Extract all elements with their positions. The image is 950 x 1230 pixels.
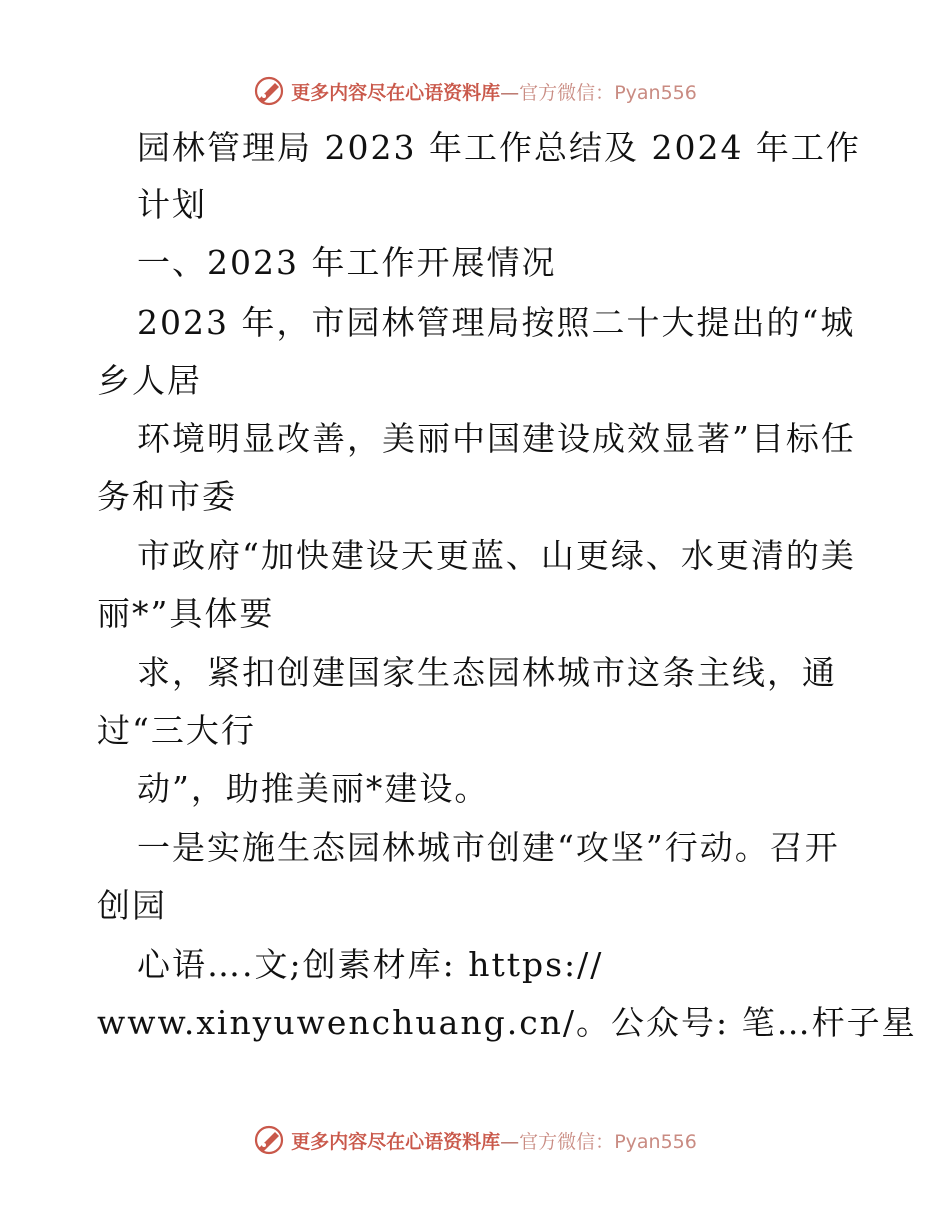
paragraph-line: 创园	[97, 886, 167, 925]
section-heading: 一、2023 年工作开展情况	[137, 243, 557, 282]
paragraph-line: www.xinyuwenchuang.cn/。公众号: 笔…杆子星	[97, 1003, 917, 1042]
paragraph-line: 过“三大行	[97, 711, 256, 750]
paragraph-line: 环境明显改善，美丽中国建设成效显著”目标任	[137, 419, 856, 458]
banner-main-text: 更多内容尽在心语资料库	[291, 81, 501, 104]
banner-dash: —	[500, 1130, 520, 1153]
banner-wechat-id: Pyan556	[614, 1130, 697, 1153]
paragraph-line: 求，紧扣创建国家生态园林城市这条主线，通	[137, 653, 837, 692]
paragraph-line: 市政府“加快建设天更蓝、山更绿、水更清的美	[137, 536, 856, 575]
banner-dash: —	[500, 81, 520, 104]
pen-nib-logo-icon	[253, 75, 285, 107]
banner-main-text: 更多内容尽在心语资料库	[291, 1130, 501, 1153]
header-banner	[0, 71, 950, 111]
paragraph-line: 丽*”具体要	[97, 594, 275, 633]
paragraph-line: 一是实施生态园林城市创建“攻坚”行动。召开	[137, 828, 840, 867]
paragraph-line: 动”，助推美丽*建设。	[137, 769, 490, 808]
doc-title-line-2: 计划	[137, 185, 207, 224]
banner-wechat-label: 官方微信：	[519, 1130, 615, 1153]
banner-wechat-id: Pyan556	[614, 81, 697, 104]
paragraph-line: 2023 年，市园林管理局按照二十大提出的“城	[137, 303, 856, 342]
pen-nib-logo-icon	[253, 1124, 285, 1156]
footer-banner	[0, 1120, 950, 1160]
banner-wechat-label: 官方微信：	[519, 81, 615, 104]
paragraph-line: 务和市委	[97, 477, 237, 516]
doc-title-line-1: 园林管理局 2023 年工作总结及 2024 年工作	[137, 128, 861, 167]
paragraph-line: 心语….文;创素材库: https://	[137, 945, 604, 984]
paragraph-line: 乡人居	[97, 361, 202, 400]
